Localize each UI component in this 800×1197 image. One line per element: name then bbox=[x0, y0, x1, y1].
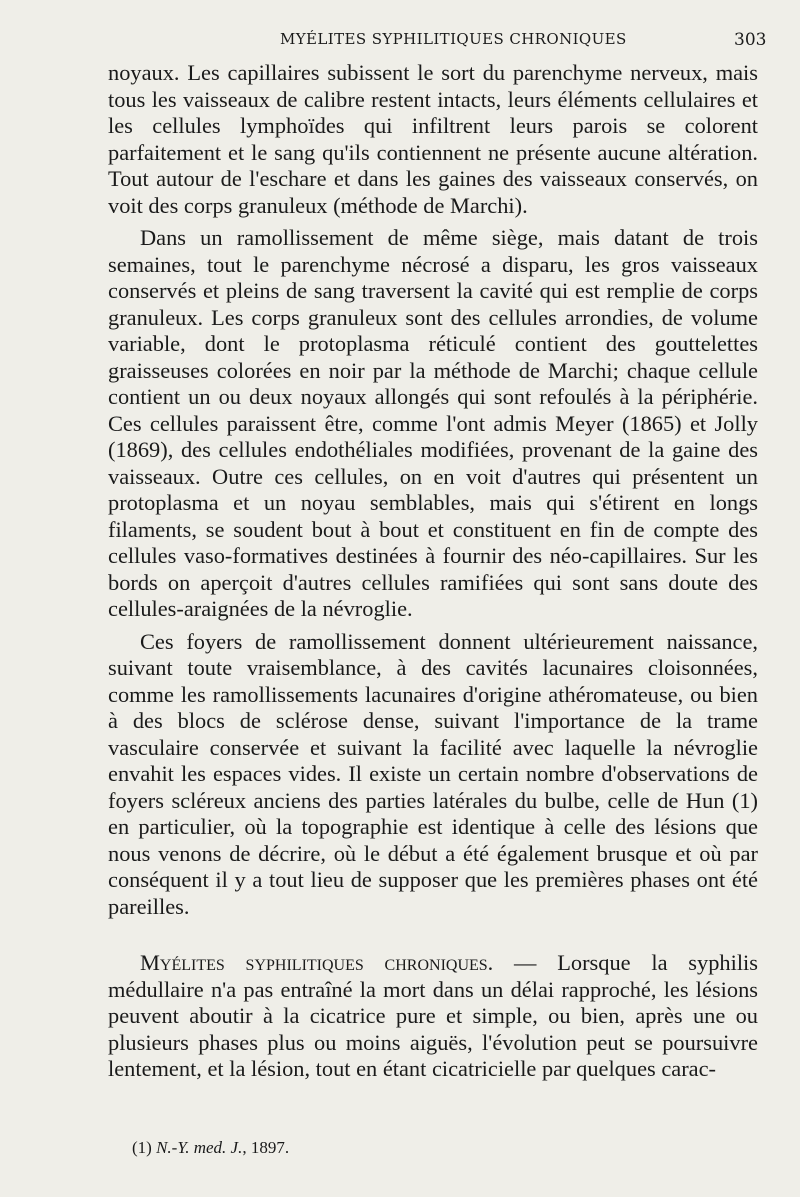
page-number: 303 bbox=[734, 30, 767, 50]
page-header bbox=[0, 30, 800, 58]
paragraph: noyaux. Les capillaires subissent le sort du parenchyme nerveux, mais tous les vaisseaux de calibre restent intacts, leurs éléments cellulaires et les cellules lymphoïdes qui infiltrent leurs parois se colorent parfaitement et le sang qu'ils contiennent ne présente aucune altération. Tout autour de l'eschare et dans les gaines des vaisseaux conservés, on voit des corps granuleux (méthode de Marchi). bbox=[108, 60, 758, 218]
main-text bbox=[108, 60, 758, 1089]
running-title: MYÉLITES SYPHILITIQUES CHRONIQUES bbox=[280, 30, 627, 48]
footnote-journal: N.-Y. med. J. bbox=[156, 1138, 243, 1157]
paragraph: Dans un ramollissement de même siège, mais datant de trois semaines, tout le parenchyme nécrosé a disparu, les gros vaisseaux conservés et pleins de sang traversent la cavité qui est remplie de corps granuleux. Les corps granuleux sont des cellules arrondies, de volume variable, dont le protoplasma réticulé contient des gouttelettes graisseuses colorées en noir par la méthode de Marchi; chaque cellule contient un ou deux noyaux allongés qui sont refoulés à la périphérie. Ces cellules paraissent être, comme l'ont admis Meyer (1865) et Jolly (1869), des cellules endothéliales modifiées, provenant de la gaine des vaisseaux. Outre ces cellules, on en voit d'autres qui présentent un protoplasma et un noyau semblables, mais qui s'étirent en longs filaments, se soudent bout à bout et constituent en fin de compte des cellules vaso-formatives destinées à fournir des néo-capillaires. Sur les bords on aperçoit d'autres cellules ramifiées qui sont sans doute des cellules-araignées de la névroglie. bbox=[108, 225, 758, 621]
paragraph: Ces foyers de ramollissement donnent ultérieurement naissance, suivant toute vraisemblance, à des cavités lacunaires cloisonnées, comme les ramollissements lacunaires d'origine athéromateuse, ou bien à des blocs de sclérose dense, suivant l'importance de la trame vasculaire conservée et suivant la facilité avec laquelle la névroglie envahit les espaces vides. Il existe un certain nombre d'observations de foyers scléreux anciens des parties latérales du bulbe, celle de Hun (1) en particulier, où la topographie est identique à celle des lésions que nous venons de décrire, où le début a été également brusque et où par conséquent il y a tout lieu de supposer que les premières phases ont été pareilles. bbox=[108, 628, 758, 919]
section-paragraph bbox=[108, 950, 758, 1083]
section-heading: Myélites syphilitiques chroniques. bbox=[140, 950, 494, 975]
footnote-marker: (1) bbox=[132, 1138, 152, 1157]
footnote-year: , 1897. bbox=[242, 1138, 290, 1157]
section-body: — Lorsque la syphilis médullaire n'a pas entraîné la mort dans un délai rapproché, les lésions peuvent aboutir à la cicatrice pure et simple, ou bien, après une ou plusieurs phases plus ou moins aiguës, l'évolution peut se poursuivre lentement, et la lésion, tout en étant cicatricielle par quelques carac- bbox=[108, 950, 758, 1081]
footnote bbox=[132, 1138, 289, 1158]
